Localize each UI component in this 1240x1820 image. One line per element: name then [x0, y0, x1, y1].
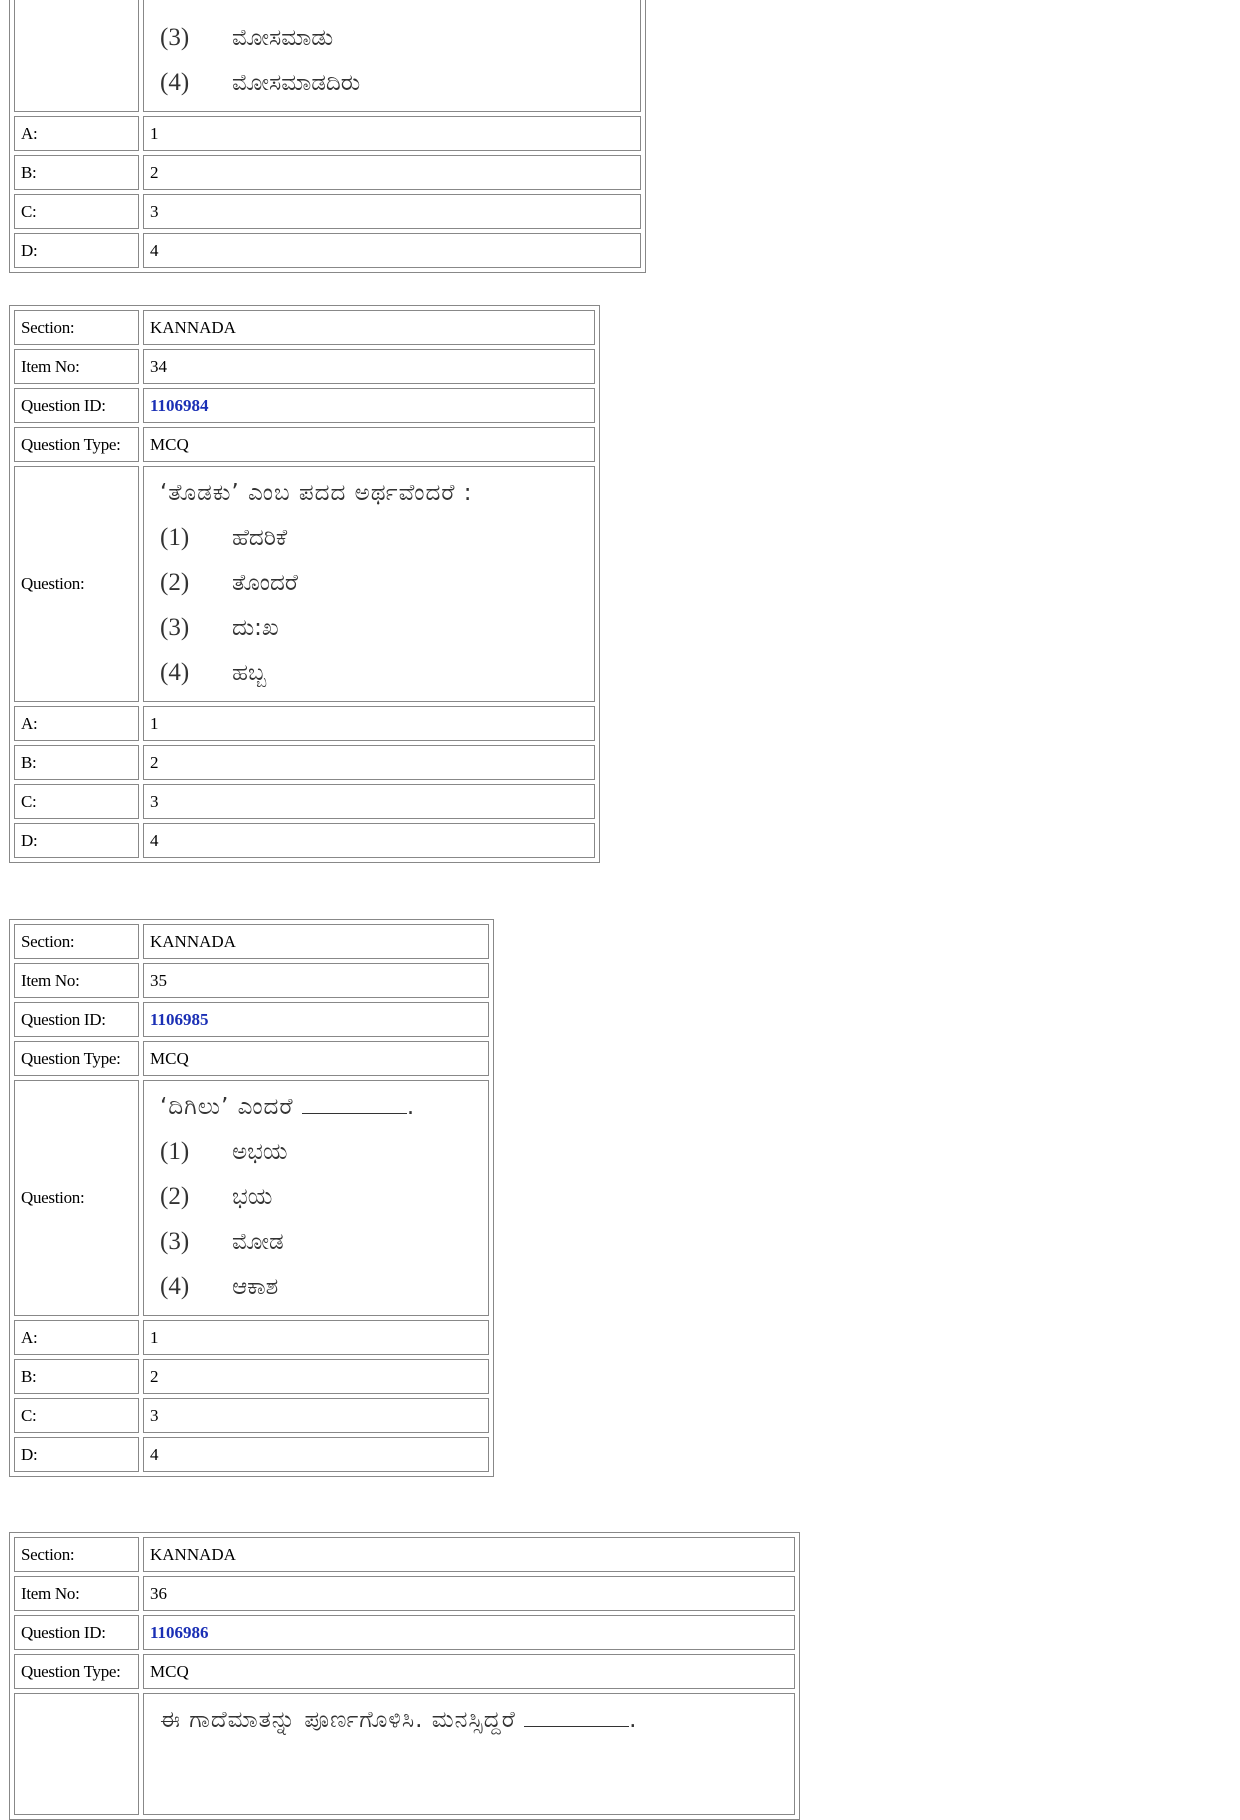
answer-label-b: B:	[14, 155, 139, 190]
question-card-35	[9, 919, 494, 1477]
answer-value-a: 1	[143, 706, 595, 741]
question-id-label: Question ID:	[14, 1002, 139, 1037]
question-card-34	[9, 305, 600, 863]
option: (4) ಆಕಾಶ	[160, 1273, 279, 1300]
option: (2) ಭಯ	[160, 1183, 273, 1210]
item-no-label: Item No:	[14, 1576, 139, 1611]
section-label: Section:	[14, 310, 139, 345]
answer-value-d: 4	[143, 823, 595, 858]
option: (1) ಅಭಯ	[160, 1138, 288, 1165]
section-value: KANNADA	[143, 924, 489, 959]
option: (3) ಮೋಸಮಾಡು	[160, 24, 334, 51]
option: (4) ಹಬ್ಬ	[160, 659, 267, 686]
question-type-label: Question Type:	[14, 1041, 139, 1076]
question-card-33	[9, 0, 646, 273]
answer-label-a: A:	[14, 706, 139, 741]
item-no-label: Item No:	[14, 349, 139, 384]
option: (4) ಮೋಸಮಾಡದಿರು	[160, 69, 361, 96]
question-label	[14, 1693, 139, 1815]
question-content	[143, 1693, 795, 1815]
question-label: Question:	[14, 1080, 139, 1316]
question-stem: ‘ತೊಡಕು’ ಎಂಬ ಪದದ ಅರ್ಥವೆಂದರೆ :	[160, 480, 473, 506]
question-type-value: MCQ	[143, 1041, 489, 1076]
answer-label-b: B:	[14, 1359, 139, 1394]
question-id-value: 1106986	[143, 1615, 795, 1650]
item-no-value: 36	[143, 1576, 795, 1611]
question-label: Question:	[14, 466, 139, 702]
question-label	[14, 0, 139, 112]
section-value: KANNADA	[143, 310, 595, 345]
question-type-value: MCQ	[143, 427, 595, 462]
option: (3) ಮೋಡ	[160, 1228, 284, 1255]
question-stem: ಈ ಗಾದೆಮಾತನ್ನು ಪೂರ್ಣಗೊಳಿಸಿ. ಮನಸ್ಸಿದ್ದರೆ .	[160, 1707, 638, 1733]
answer-value-b: 2	[143, 155, 641, 190]
question-id-value: 1106985	[143, 1002, 489, 1037]
answer-label-d: D:	[14, 823, 139, 858]
answer-blank	[524, 1708, 629, 1727]
question-type-label: Question Type:	[14, 1654, 139, 1689]
question-stem: ‘ದಿಗಿಲು’ ಎಂದರೆ .	[160, 1094, 416, 1120]
section-value: KANNADA	[143, 1537, 795, 1572]
answer-value-c: 3	[143, 784, 595, 819]
answer-value-c: 3	[143, 194, 641, 229]
question-type-value: MCQ	[143, 1654, 795, 1689]
question-content	[143, 0, 641, 112]
answer-label-c: C:	[14, 1398, 139, 1433]
option: (2) ತೊಂದರೆ	[160, 569, 298, 596]
answer-value-b: 2	[143, 1359, 489, 1394]
section-label: Section:	[14, 924, 139, 959]
answer-label-a: A:	[14, 1320, 139, 1355]
option: (3) ದು:ಖ	[160, 614, 279, 641]
answer-label-b: B:	[14, 745, 139, 780]
question-id-value: 1106984	[143, 388, 595, 423]
answer-value-c: 3	[143, 1398, 489, 1433]
question-content	[143, 1080, 489, 1316]
answer-label-d: D:	[14, 1437, 139, 1472]
question-card-36	[9, 1532, 800, 1820]
item-no-value: 35	[143, 963, 489, 998]
answer-value-b: 2	[143, 745, 595, 780]
section-label: Section:	[14, 1537, 139, 1572]
item-no-label: Item No:	[14, 963, 139, 998]
answer-value-d: 4	[143, 233, 641, 268]
question-id-label: Question ID:	[14, 388, 139, 423]
question-content	[143, 466, 595, 702]
answer-label-a: A:	[14, 116, 139, 151]
answer-label-c: C:	[14, 784, 139, 819]
answer-value-a: 1	[143, 116, 641, 151]
answer-value-a: 1	[143, 1320, 489, 1355]
answer-value-d: 4	[143, 1437, 489, 1472]
item-no-value: 34	[143, 349, 595, 384]
answer-blank	[302, 1095, 407, 1114]
answer-label-c: C:	[14, 194, 139, 229]
option: (1) ಹೆದರಿಕೆ	[160, 524, 288, 551]
answer-label-d: D:	[14, 233, 139, 268]
question-type-label: Question Type:	[14, 427, 139, 462]
question-id-label: Question ID:	[14, 1615, 139, 1650]
